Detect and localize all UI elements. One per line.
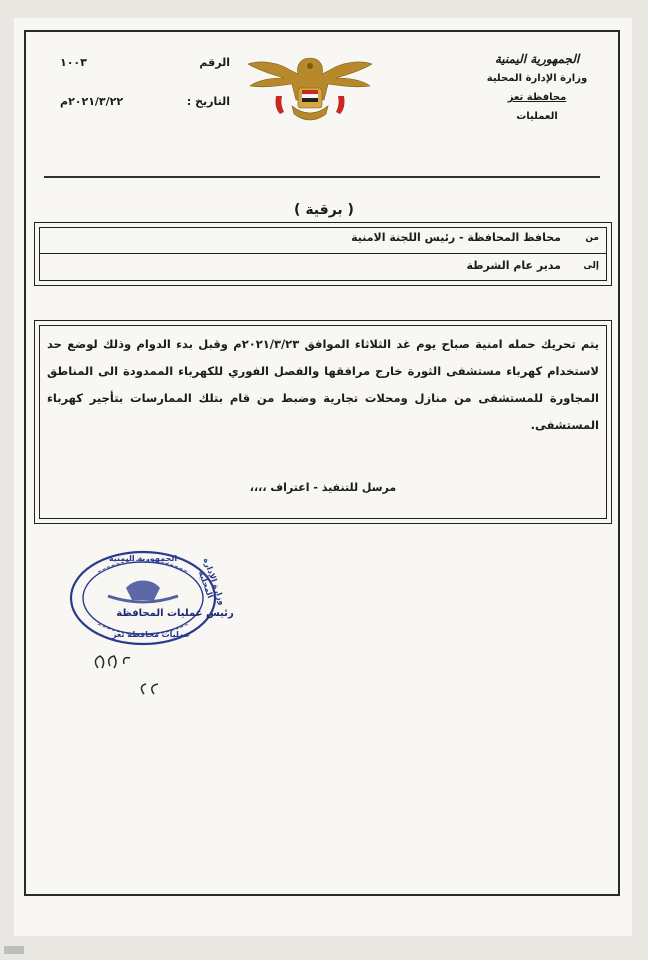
- stamp-text-ring: وزارة الإدارة المحلية: [196, 556, 227, 607]
- signature-caption: رئيس عمليات المحافظة: [116, 608, 234, 619]
- number-label: الرقم: [199, 56, 230, 69]
- to-label: إلى: [583, 261, 599, 271]
- stamp-text-bottom: عمليات محافظة تعز: [111, 630, 191, 639]
- number-value: ١٠٠٣: [60, 56, 87, 69]
- department-name: العمليات: [516, 111, 558, 122]
- address-box: [34, 222, 612, 286]
- from-label: من: [585, 233, 599, 243]
- header-reference-block: [60, 56, 230, 134]
- yemen-eagle-emblem-icon: [240, 44, 380, 134]
- address-divider: [39, 253, 607, 254]
- header-divider: [44, 176, 600, 178]
- message-footer: مرسل للتنفيذ - اعتراف ،،،،: [249, 481, 397, 494]
- message-box: [34, 320, 612, 524]
- to-value: مدير عام الشرطة: [466, 259, 561, 272]
- document-title: ( برقية ): [294, 202, 354, 218]
- date-value: ٢٠٢١/٣/٢٢م: [60, 95, 124, 108]
- ministry-name: وزارة الإدارة المحلية: [486, 73, 588, 84]
- message-body: يتم تحريك حمله امنية صباح يوم غد الثلاثاء الموافق ٢٠٢١/٣/٢٣م وقبل بدء الدوام وذلك لوضع حد لاستخدام كهرباء مستشفى الثورة خارج مرافقها والفصل الفوري للكهرباء الممدودة الى المناطق المجاورة للمستشفى من منازل ومحلات تجارية وضبط من قام بتلك الممارسات بتأجير كهرباء المستشفى.: [47, 337, 599, 432]
- stamp-text-top: الجمهورية اليمنية: [108, 554, 178, 563]
- governorate-name: محافظة تعز: [507, 92, 567, 103]
- republic-name: الجمهورية اليمنية: [494, 52, 580, 66]
- from-value: محافظ المحافظة - رئيس اللجنة الامنية: [351, 231, 561, 244]
- date-label: التاريخ :: [186, 95, 230, 108]
- header-ministry-block: [462, 50, 612, 126]
- signature-icon: [88, 650, 208, 710]
- footer-watermark: [4, 946, 24, 954]
